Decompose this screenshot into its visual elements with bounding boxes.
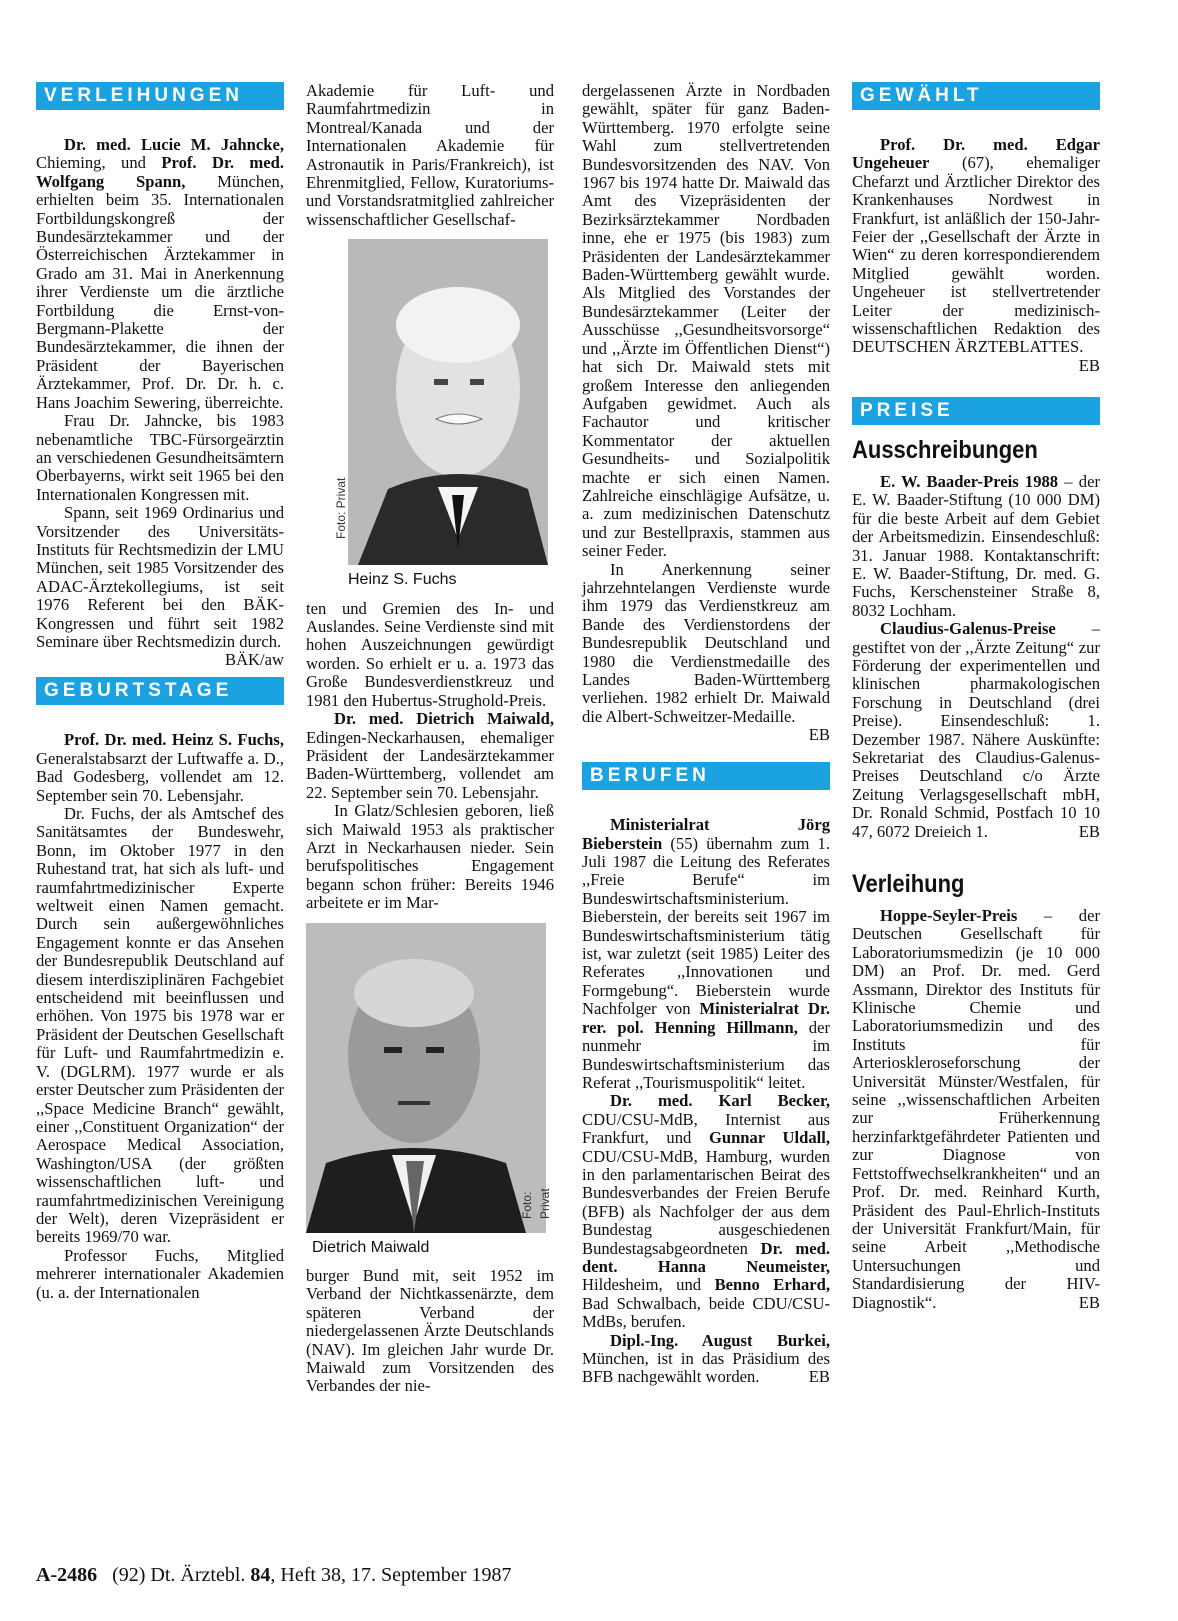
author-signature: EB — [1078, 1292, 1100, 1312]
page-number: A-2486 — [36, 1564, 98, 1586]
section-header-berufen: BERUFEN — [582, 762, 830, 790]
portrait-image — [306, 923, 546, 1233]
photo-caption: Heinz S. Fuchs — [348, 571, 457, 589]
paragraph: Hoppe-Seyler-Preis – der Deutschen Gesellschaft für Laboratoriumsmedizin (je 10 000 DM) an Prof. Dr. med. Gerd Assmann, Direktor des Instituts für Klinische Chemie und Laboratoriumsmedizin und des Instituts für Arterioskleroseforschung der Universität Münster/Westfalen, für seine ,,wissenschaftlichen Arbeiten zur Früherkennung herzinfarktgefährdeter Patienten und zur Diagnose von Fettstoffwechselkrankheiten“ und an Prof. Dr. med. Reinhard Kurth, Präsident des Paul-Ehrlich-Instituts der Universität Frankfurt/Main, für seine Arbeit ,,Methodische Untersuchungen und Standardisierung der HIV-Diagnostik“. EB — [852, 906, 1100, 1312]
section-header-preise: PREISE — [852, 397, 1100, 425]
author-signature: EB — [1078, 355, 1100, 375]
paragraph: burger Bund mit, seit 1952 im Verband der Nichtkassenärzte, dem späteren Verband der niedergelassenen Ärzte Deutschlands (NAV). Im gleichen Jahr wurde Dr. Maiwald zum Vorsitzenden des Verbandes der nie- — [306, 1265, 554, 1396]
author-signature: BÄK/aw — [225, 650, 284, 670]
page-footer — [36, 1564, 511, 1587]
section-header-verleihungen: VERLEIHUNGEN — [36, 82, 284, 110]
photo-credit: Foto: Privat — [334, 477, 348, 540]
paragraph: In Glatz/Schlesien geboren, ließ sich Maiwald 1953 als praktischer Arzt in Neckarhausen nieder. Sein berufspolitisches Engagement begann schon früher: Bereits 1946 arbeitete er im Mar- — [306, 801, 554, 913]
portrait-image — [348, 239, 548, 565]
paragraph: Dr. Fuchs, der als Amtschef des Sanitätsamtes der Bundeswehr, Bonn, im Oktober 1977 in den Ruhestand trat, hat sich als luft- und raumfahrtmedizinischer Experte weltweit einen Namen gemacht. Durch sein außergewöhnliches Engagement konnte er das Ansehen der Bundesrepublik Deutschland auf diesem interdisziplinären Fachgebiet entscheidend mit beeinflussen und erhöhen. Von 1975 bis 1978 war er Präsident der Deutschen Gesellschaft für Luft- und Raumfahrtmedizin e. V. (DGLRM). 1977 wurde er als erster Deutscher zum Präsidenten der ,,Space Medicine Branch“ gewählt, einer ,,Constituent Organization“ der Aerospace Medical Association, Washington/USA (der größten wissenschaftlichen luft- und raumfahrtmedizinischen Vereinigung der Welt), deren Vizepräsident er bereits 1969/70 war. — [36, 804, 284, 1247]
subheading-ausschreibungen: Ausschreibungen — [852, 435, 1038, 464]
author-signature: EB — [808, 725, 830, 745]
portrait-photo-fuchs — [334, 239, 548, 565]
column-4 — [852, 82, 1100, 1312]
paragraph: ten und Gremien des In- und Auslandes. Seine Verdienste sind mit hohen Auszeichnungen gewürdigt worden. So erhielt er u. a. 1973 das Große Bundesverdienstkreuz und 1981 den Hubertus-Strughold-Preis. — [306, 598, 554, 710]
photo-credit: Foto: Privat — [520, 1187, 553, 1219]
paragraph: Dipl.-Ing. August Burkei, München, ist in das Präsidium des BFB nachgewählt worden. EB — [582, 1330, 830, 1387]
author-signature: EB — [1078, 821, 1100, 841]
paragraph: Dr. med. Karl Becker, CDU/CSU-MdB, Internist aus Frankfurt, und Gunnar Uldall, CDU/CSU-MdB, Hamburg, wurden in den parlamentarischen Beirat des Bundesverbandes der Freien Berufe (BFB) als Nachfolger der aus dem Bundestag ausgeschiedenen Bundestagsabgeordneten Dr. med. dent. Hanna Neumeister, Hildesheim, und Benno Erhard, Bad Schwalbach, beide CDU/CSU-MdBs, berufen. — [582, 1091, 830, 1332]
paragraph: Dr. med. Lucie M. Jahncke, Chieming, und Prof. Dr. med. Wolfgang Spann, München, erhielten beim 35. Internationalen Fortbildungskongreß der Bundesärztekammer und der Österreichischen Ärztekammer in Grado am 31. Mai in Anerkennung ihrer Verdienste um die ärztliche Fortbildung die Ernst-von-Bergmann-Plakette der Bundesärztekammer, die ihnen der Präsident der Bayerischen Ärztekammer, Prof. Dr. Dr. h. c. Hans Joachim Sewering, überreichte. — [36, 135, 284, 412]
footer-citation: (92) Dt. Ärztebl. 84, Heft 38, 17. September 1987 — [112, 1564, 512, 1586]
paragraph: E. W. Baader-Preis 1988 – der E. W. Baader-Stiftung (10 000 DM) für die beste Arbeit auf dem Gebiet der Arbeitsmedizin. Einsendeschluß: 31. Januar 1988. Kontaktanschrift: E. W. Baader-Stiftung, Dr. med. G. Fuchs, Kerschensteiner Straße 8, 8032 Lochham. — [852, 471, 1100, 620]
paragraph: Frau Dr. Jahncke, bis 1983 nebenamtliche TBC-Fürsorgeärztin an verschiedenen Gesundheitsämtern Oberbayerns, wirkt seit 1965 bei den Internationalen Kongressen mit. — [36, 411, 284, 504]
paragraph: Professor Fuchs, Mitglied mehrerer internationaler Akademien (u. a. der Internationalen — [36, 1245, 284, 1302]
subheading-verleihung: Verleihung — [852, 870, 965, 898]
paragraph: Prof. Dr. med. Heinz S. Fuchs, Generalstabsarzt der Luftwaffe a. D., Bad Godesberg, vollendet am 12. September sein 70. Lebensjahr. — [36, 730, 284, 805]
column-2 — [306, 82, 554, 1396]
section-header-gewaehlt: GEWÄHLT — [852, 82, 1100, 110]
paragraph: Akademie für Luft- und Raumfahrtmedizin in Montreal/Kanada und der Internationalen Akademie für Astronautik in Paris/Frankreich), ist Ehrenmitglied, Fellow, Kuratoriums- und Vorstandsratmitglied zahlreicher wissenschaftlicher Gesellschaf- — [306, 81, 554, 229]
paragraph: Ministerialrat Jörg Bieberstein (55) übernahm zum 1. Juli 1987 die Leitung des Referates ,,Freie Berufe“ im Bundeswirtschaftsministerium. Bieberstein, der bereits seit 1967 im Bundeswirtschaftsministerium tätig ist, war zuletzt (seit 1985) Leiter des Referates ,,Innovationen und Formgebung“. Bieberstein wurde Nachfolger von Ministerialrat Dr. rer. pol. Henning Hillmann, der nunmehr im Bundeswirtschaftsministerium das Referat ,,Tourismuspolitik“ leitet. — [582, 815, 830, 1092]
author-signature: EB — [808, 1367, 830, 1387]
column-1 — [36, 82, 284, 1302]
paragraph: Dr. med. Dietrich Maiwald, Edingen-Neckarhausen, ehemaliger Präsident der Landesärztekammer Baden-Württemberg, vollendet am 22. September sein 70. Lebensjahr. — [306, 709, 554, 802]
paragraph: In Anerkennung seiner jahrzehntelangen Verdienste wurde ihm 1979 das Verdienstkreuz am Bande des Verdienstordens der Bundesrepublik Deutschland und 1980 die Verdienstmedaille des Landes Baden-Württemberg verliehen. 1982 erhielt Dr. Maiwald die Albert-Schweitzer-Medaille. EB — [582, 559, 830, 745]
paragraph: Prof. Dr. med. Edgar Ungeheuer (67), ehemaliger Chefarzt und Ärztlicher Direktor des Krankenhauses Nordwest in Frankfurt, ist anläßlich der 150-Jahr-Feier der ,,Gesellschaft der Ärzte in Wien“ zu deren korrespondierendem Mitglied gewählt worden. Ungeheuer ist stellvertretender Leiter der medizinisch-wissenschaftlichen Redaktion des DEUTSCHEN ÄRZTEBLATTES. EB — [852, 135, 1100, 375]
paragraph: Spann, seit 1969 Ordinarius und Vorsitzender des Universitäts-Instituts für Rechtsmedizin der LMU München, seit 1985 Vorsitzender des ADAC-Ärztekollegiums, ist seit 1976 Referent bei den BÄK-Kongressen und führt seit 1982 Seminare über Rechtsmedizin durch. BÄK/aw — [36, 503, 284, 670]
photo-caption: Dietrich Maiwald — [312, 1238, 430, 1256]
column-3 — [582, 82, 830, 1387]
section-header-geburtstage: GEBURTSTAGE — [36, 677, 284, 705]
paragraph: dergelassenen Ärzte in Nordbaden gewählt, später für ganz Baden-Württemberg. 1970 erfolgte seine Wahl zum stellvertretenden Bundesvorsitzenden des NAV. Von 1967 bis 1974 hatte Dr. Maiwald das Amt des Vizepräsidenten der Bezirksärztekammer Nordbaden inne, ehe er 1975 (bis 1983) zum Präsidenten der Landesärztekammer Baden-Württemberg gewählt wurde. Als Mitglied des Vorstandes der Bundesärztekammer (Leiter der Ausschüsse ,,Gesundheitsvorsorge“ und ,,Ärzte im Öffentlichen Dienst“) hat sich Dr. Maiwald stets mit großem Interesse den anliegenden Aufgaben gewidmet. Auch als Fachautor und kritischer Kommentator der aktuellen Gesundheits- und Sozialpolitik machte er sich einen Namen. Zahlreiche einschlägige Aufsätze, u. a. zum medizinischen Datenschutz und zur Bestellpraxis, stammen aus seiner Feder. — [582, 81, 830, 561]
portrait-photo-maiwald — [306, 923, 553, 1233]
paragraph: Claudius-Galenus-Preise – gestiftet von der ,,Ärzte Zeitung“ zur Förderung der experimentellen und klinischen pharmakologischen Forschung in Deutschland (drei Preise). Einsendeschluß: 1. Dezember 1987. Nähere Auskünfte: Sekretariat des Claudius-Galenus-Preises Deutschland c/o Ärzte Zeitung Verlagsgesellschaft mbH, Dr. Ronald Schmid, Postfach 10 10 47, 6072 Dreieich 1. EB — [852, 619, 1100, 841]
